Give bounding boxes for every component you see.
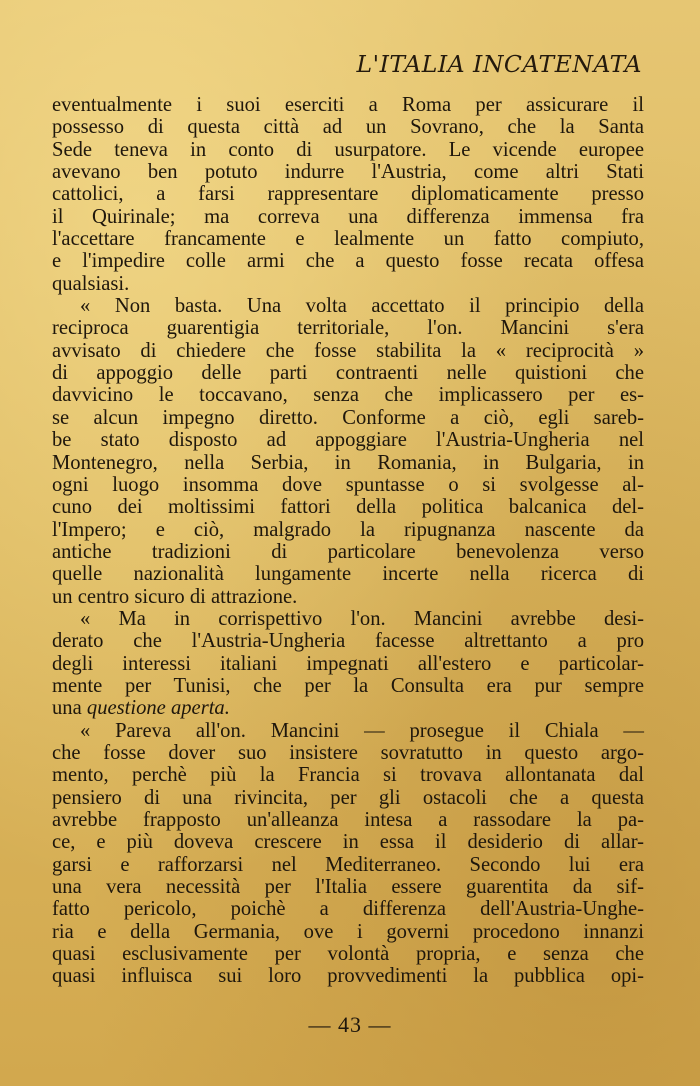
text-line: fatto pericolo, poichè a differenza dell'Austria-Unghe-: [52, 898, 644, 921]
text-line: il Quirinale; ma correva una differenza immensa fra: [52, 205, 644, 228]
text-line: una vera necessità per l'Italia essere guarentita da sif-: [52, 876, 644, 899]
running-header: L'ITALIA INCATENATA: [356, 50, 642, 78]
body-text: [52, 94, 644, 988]
text-line: ce, e più doveva crescere in essa il desiderio di allar-: [52, 831, 644, 854]
text-line: degli interessi italiani impegnati all'estero e particolar-: [52, 652, 644, 675]
text-line: qualsiasi.: [52, 272, 130, 295]
text-line: « Pareva all'on. Mancini — prosegue il Chiala —: [80, 719, 644, 742]
italic-phrase: questione aperta.: [86, 697, 230, 720]
text-line: quasi esclusivamente per volontà propria, e senza che: [52, 943, 644, 966]
text-line: mento, perchè più la Francia si trovava allontanata dal: [52, 764, 644, 787]
text-line-italic-phrase: [52, 697, 644, 719]
text-line: avrebbe frapposto un'alleanza intesa a rassodare la pa-: [52, 809, 644, 831]
text-line: e l'impedire colle armi che a questo fosse recata offesa: [52, 250, 644, 273]
text-line: derato che l'Austria-Ungheria facesse altrettanto a pro: [52, 630, 644, 653]
text-line: Sede teneva in conto di usurpatore. Le vicende europee: [52, 138, 644, 161]
page-number: — 43 —: [308, 1012, 392, 1037]
text-line: avevano ben potuto indurre l'Austria, come altri Stati: [52, 161, 644, 184]
text-line: l'Impero; e ciò, malgrado la ripugnanza nascente da: [52, 518, 644, 541]
text-line: che fosse dover suo insistere sovratutto in questo argo-: [52, 741, 644, 764]
text-line: garsi e rafforzarsi nel Mediterraneo. Secondo lui era: [52, 853, 644, 876]
text-line: eventualmente i suoi eserciti a Roma per assicurare il: [52, 94, 644, 116]
text-line: se alcun impegno diretto. Conforme a ciò, egli sareb-: [52, 406, 644, 429]
text-line: pensiero di una rivincita, per gli ostacoli che a questa: [52, 786, 644, 809]
text-line: avvisato di chiedere che fosse stabilita la « reciprocità »: [52, 339, 644, 362]
text-line: un centro sicuro di attrazione.: [52, 585, 298, 608]
text-line: ogni luogo insomma dove spuntasse o si svolgesse al-: [52, 473, 644, 496]
text-line: « Ma in corrispettivo l'on. Mancini avrebbe desi-: [80, 607, 644, 630]
text-line: reciproca guarentigia territoriale, l'on. Mancini s'era: [52, 317, 644, 340]
text-line: possesso di questa città ad un Sovrano, che la Santa: [52, 116, 644, 139]
text-line: cattolici, a farsi rappresentare diplomaticamente presso: [52, 183, 644, 206]
text-line: di appoggio delle parti contraenti nelle quistioni che: [52, 362, 644, 385]
text-line: cuno dei moltissimi fattori della politica balcanica del-: [52, 496, 644, 519]
text-line: Montenegro, nella Serbia, in Romania, in Bulgaria, in: [52, 451, 644, 474]
text-line: « Non basta. Una volta accettato il principio della: [80, 295, 644, 318]
text-line: be stato disposto ad appoggiare l'Austria-Ungheria nel: [52, 429, 644, 452]
text-line: ria e della Germania, ove i governi procedono innanzi: [52, 920, 644, 943]
text-line: quasi influisca sui loro provvedimenti la pubblica opi-: [52, 965, 644, 988]
line-start: una questione aperta.: [52, 697, 230, 720]
text-line: quelle nazionalità lungamente incerte nella ricerca di: [52, 563, 644, 586]
text-line: davvicino le toccavano, senza che implicassero per es-: [52, 384, 644, 407]
text-line: antiche tradizioni di particolare benevolenza verso: [52, 540, 644, 563]
text-line: l'accettare francamente e lealmente un fatto compiuto,: [52, 228, 644, 251]
text-line: mente per Tunisi, che per la Consulta era pur sempre: [52, 674, 644, 697]
